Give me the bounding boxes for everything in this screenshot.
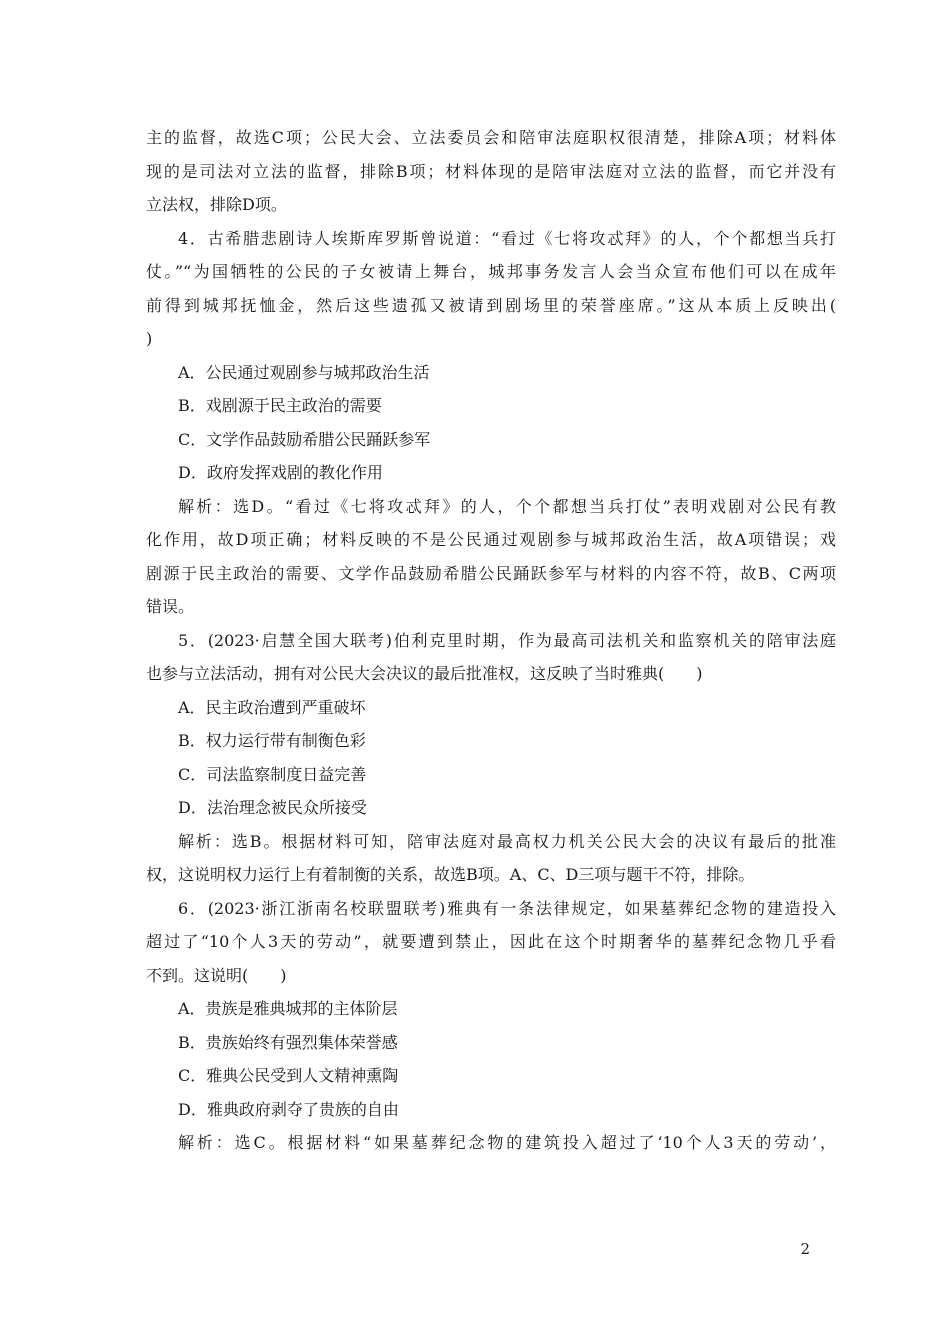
question-4-option-c: C．文学作品鼓励希腊公民踊跃参军: [178, 429, 431, 449]
question-6-option-c: C．雅典公民受到人文精神熏陶: [178, 1066, 399, 1085]
question-4-stem: 仗。”“为国牺牲的公民的子女被请上舞台，城邦事务发言人会当众宣布他们可以在成年: [146, 262, 836, 281]
question-5-stem: 也参与立法活动，拥有对公民大会决议的最后批准权，这反映了当时雅典( ): [146, 664, 703, 683]
question-4-stem: ): [146, 329, 153, 348]
question-4-option-b: B．戏剧源于民主政治的需要: [178, 396, 382, 415]
question-6-stem: 超过了“10个人3天的劳动”，就要遭到禁止，因此在这个时期奢华的墓葬纪念物几乎看: [146, 932, 836, 951]
question-6-option-d: D．雅典政府剥夺了贵族的自由: [178, 1099, 399, 1119]
question-6-analysis: 解析：选C。根据材料“如果墓葬纪念物的建筑投入超过了‘10个人3天的劳动’，: [178, 1133, 836, 1152]
page-number: 2: [800, 1240, 810, 1258]
document-body: [146, 121, 836, 1160]
question-6-option-a: A．贵族是雅典城邦的主体阶层: [178, 999, 398, 1018]
question-5-stem: 5．(2023·启慧全国大联考)伯利克里时期，作为最高司法机关和监察机关的陪审法庭: [178, 630, 836, 650]
question-6-stem: 不到。这说明( ): [146, 965, 287, 985]
body-text-line: 立法权，排除D项。: [146, 195, 287, 214]
question-5-option-d: D．法治理念被民众所接受: [178, 798, 367, 817]
question-5-analysis: 权，这说明权力运行上有着制衡的关系，故选B项。A、C、D三项与题干不符，排除。: [146, 865, 755, 884]
question-5-option-b: B．权力运行带有制衡色彩: [178, 731, 366, 750]
question-4-stem: 前得到城邦抚恤金，然后这些遗孤又被请到剧场里的荣誉座席。”这从本质上反映出(: [146, 295, 836, 315]
question-4-stem: 4．古希腊悲剧诗人埃斯库罗斯曾说道：“看过《七将攻忒拜》的人，个个都想当兵打: [178, 228, 836, 248]
question-6-option-b: B．贵族始终有强烈集体荣誉感: [178, 1032, 398, 1052]
question-4-analysis: 化作用，故D项正确；材料反映的不是公民通过观剧参与城邦政治生活，故A项错误；戏: [146, 530, 836, 549]
question-4-analysis: 解析：选D。“看过《七将攻忒拜》的人，个个都想当兵打仗”表明戏剧对公民有教: [178, 496, 836, 516]
question-4-analysis: 剧源于民主政治的需要、文学作品鼓励希腊公民踊跃参军与材料的内容不符，故B、C两项: [146, 563, 836, 583]
question-4-analysis: 错误。: [146, 597, 195, 616]
question-5-option-c: C．司法监察制度日益完善: [178, 764, 367, 784]
question-6-stem: 6．(2023·浙江浙南名校联盟联考)雅典有一条法律规定，如果墓葬纪念物的建造投入: [178, 898, 836, 918]
body-text-line: 现的是司法对立法的监督，排除B项；材料体现的是陪审法庭对立法的监督，而它并没有: [146, 161, 836, 181]
question-4-option-d: D．政府发挥戏剧的教化作用: [178, 463, 383, 482]
question-5-option-a: A．民主政治遭到严重破坏: [178, 697, 366, 717]
question-4-option-a: A．公民通过观剧参与城邦政治生活: [178, 362, 430, 382]
body-text-line: 主的监督，故选C项；公民大会、立法委员会和陪审法庭职权很清楚，排除A项；材料体: [146, 128, 836, 147]
question-5-analysis: 解析：选B。根据材料可知，陪审法庭对最高权力机关公民大会的决议有最后的批准: [178, 831, 836, 851]
